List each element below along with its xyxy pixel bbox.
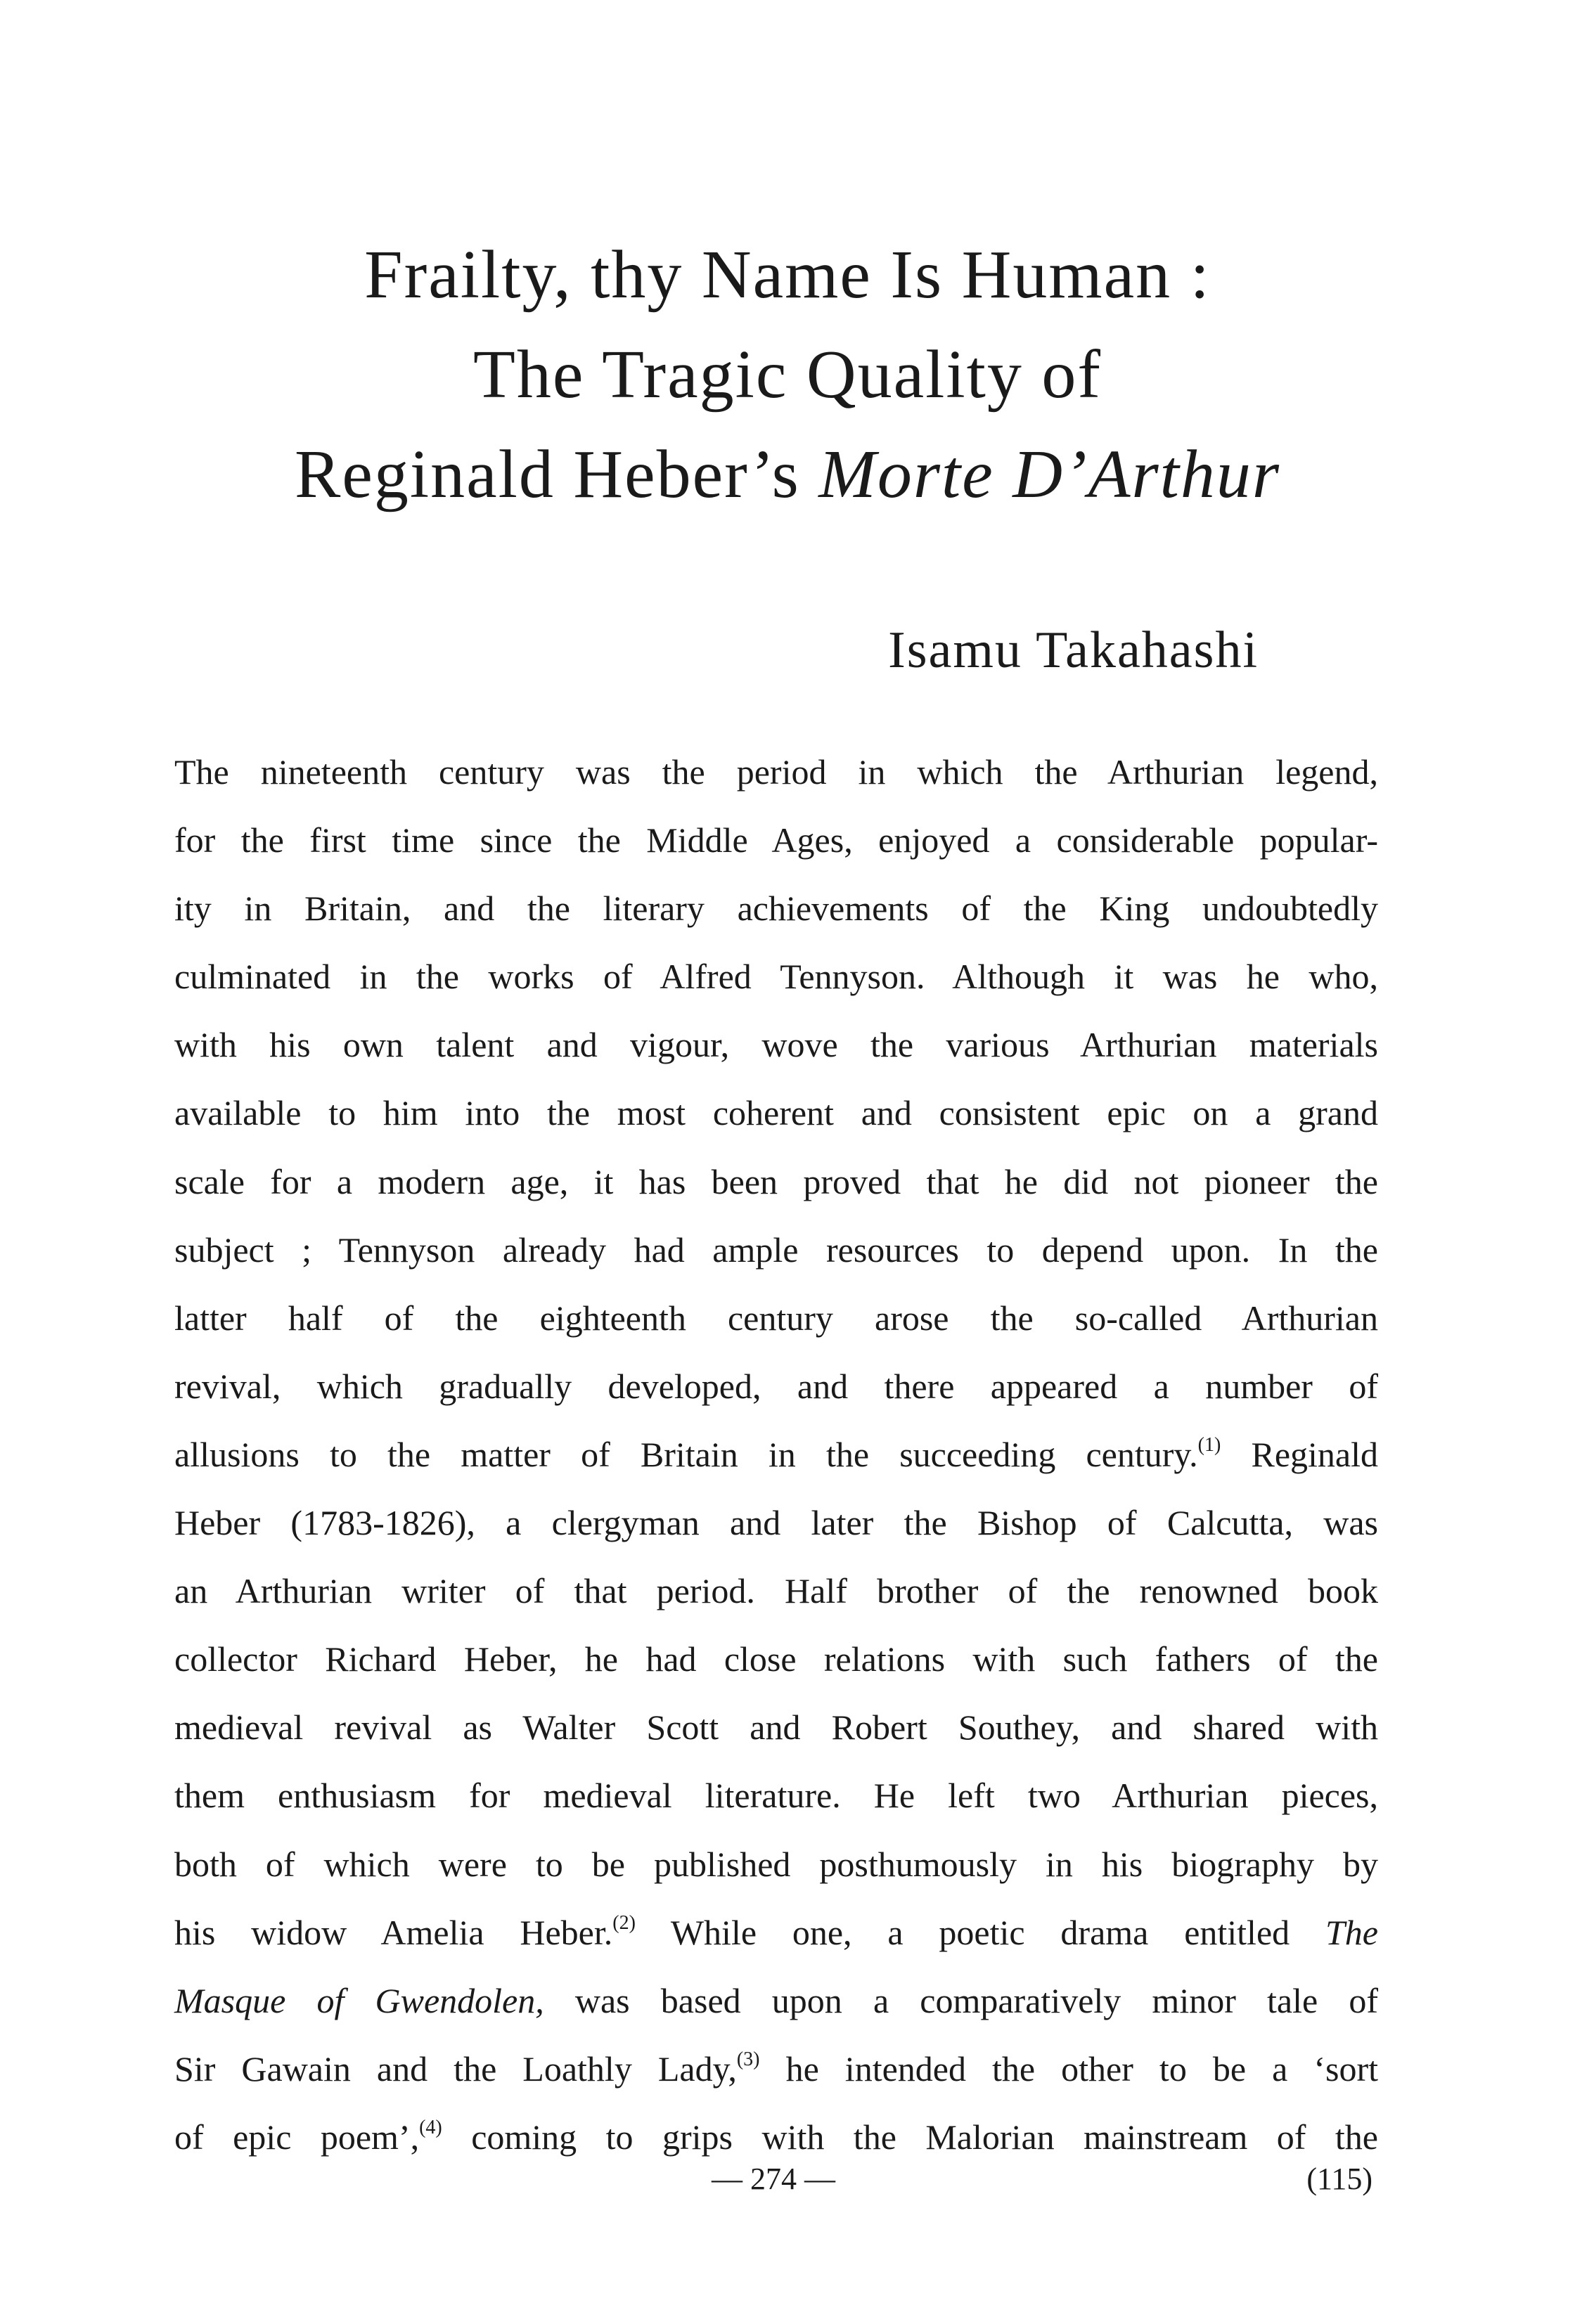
- body-line-5: with his own talent and vigour, wove the various Arthurian materials: [174, 1025, 1378, 1065]
- body-line-12: Heber (1783-1826), a clergyman and later the Bishop of Calcutta, was: [174, 1503, 1378, 1543]
- author-name: Isamu Takahashi: [888, 621, 1259, 679]
- footnote-ref-4: (4): [419, 2116, 442, 2138]
- footnote-ref-1: (1): [1197, 1433, 1221, 1456]
- body-line-10: revival, which gradually developed, and there appeared a number of: [174, 1366, 1378, 1406]
- body-line-6: available to him into the most coherent and consistent epic on a grand: [174, 1093, 1378, 1133]
- body-line-19-italic: Masque of Gwendolen,: [174, 1980, 544, 2020]
- body-line-19-text-b: was based upon a comparatively minor tale of: [544, 1980, 1378, 2020]
- body-line-7: scale for a modern age, it has been proved that he did not pioneer the: [174, 1161, 1378, 1201]
- body-line-20: [174, 2035, 1378, 2103]
- body-line-19: [174, 1967, 1378, 2035]
- title-line-1: Frailty, thy Name Is Human :: [364, 237, 1211, 313]
- body-line-2: for the first time since the Middle Ages, enjoyed a considerable popular-: [174, 820, 1378, 860]
- body-line-11-text-b: Reginald: [1221, 1434, 1378, 1474]
- body-line-11: [174, 1421, 1378, 1489]
- body-line-13: an Arthurian writer of that period. Half brother of the renowned book: [174, 1571, 1378, 1611]
- article-title: [0, 225, 1575, 524]
- body-line-17: both of which were to be published posthumously in his biography by: [174, 1844, 1378, 1884]
- body-line-1: The nineteenth century was the period in which the Arthurian legend,: [174, 752, 1378, 792]
- body-line-3: ity in Britain, and the literary achievements of the King undoubtedly: [174, 889, 1378, 929]
- title-line-3: [0, 425, 1575, 524]
- body-line-15: medieval revival as Walter Scott and Robert Southey, and shared with: [174, 1708, 1378, 1748]
- page-reference: (115): [1306, 2162, 1372, 2196]
- body-line-11-text-a: allusions to the matter of Britain in the succeeding century.: [174, 1434, 1198, 1474]
- body-paragraph: [174, 738, 1378, 2171]
- title-line-2: The Tragic Quality of: [473, 337, 1102, 413]
- footnote-ref-2: (2): [612, 1911, 636, 1934]
- body-line-18-text-b: While one, a poetic drama entitled: [635, 1912, 1325, 1952]
- body-line-20-text-a: Sir Gawain and the Loathly Lady,: [174, 2048, 737, 2089]
- body-line-18-text-a: his widow Amelia Heber.: [174, 1912, 613, 1952]
- body-line-18: [174, 1899, 1378, 1967]
- body-line-8: subject ; Tennyson already had ample resources to depend upon. In the: [174, 1229, 1378, 1270]
- body-line-18-italic: The: [1325, 1912, 1378, 1952]
- body-line-21-text-a: of epic poem’,: [174, 2117, 420, 2157]
- title-line-3-plain: Reginald Heber’s: [295, 437, 800, 512]
- body-line-9: latter half of the eighteenth century arose the so-called Arthurian: [174, 1298, 1378, 1338]
- body-line-4: culminated in the works of Alfred Tennyson. Although it was he who,: [174, 957, 1378, 997]
- footnote-ref-3: (3): [736, 2048, 760, 2070]
- body-line-21-text-b: coming to grips with the Malorian mainstream of the: [442, 2117, 1378, 2157]
- body-line-16: them enthusiasm for medieval literature. He left two Arthurian pieces,: [174, 1776, 1378, 1816]
- body-line-20-text-b: he intended the other to be a ‘sort: [759, 2048, 1378, 2089]
- body-line-14: collector Richard Heber, he had close relations with such fathers of the: [174, 1639, 1378, 1679]
- page-number: — 274 —: [712, 2162, 835, 2196]
- title-line-3-italic: Morte D’Arthur: [818, 437, 1280, 512]
